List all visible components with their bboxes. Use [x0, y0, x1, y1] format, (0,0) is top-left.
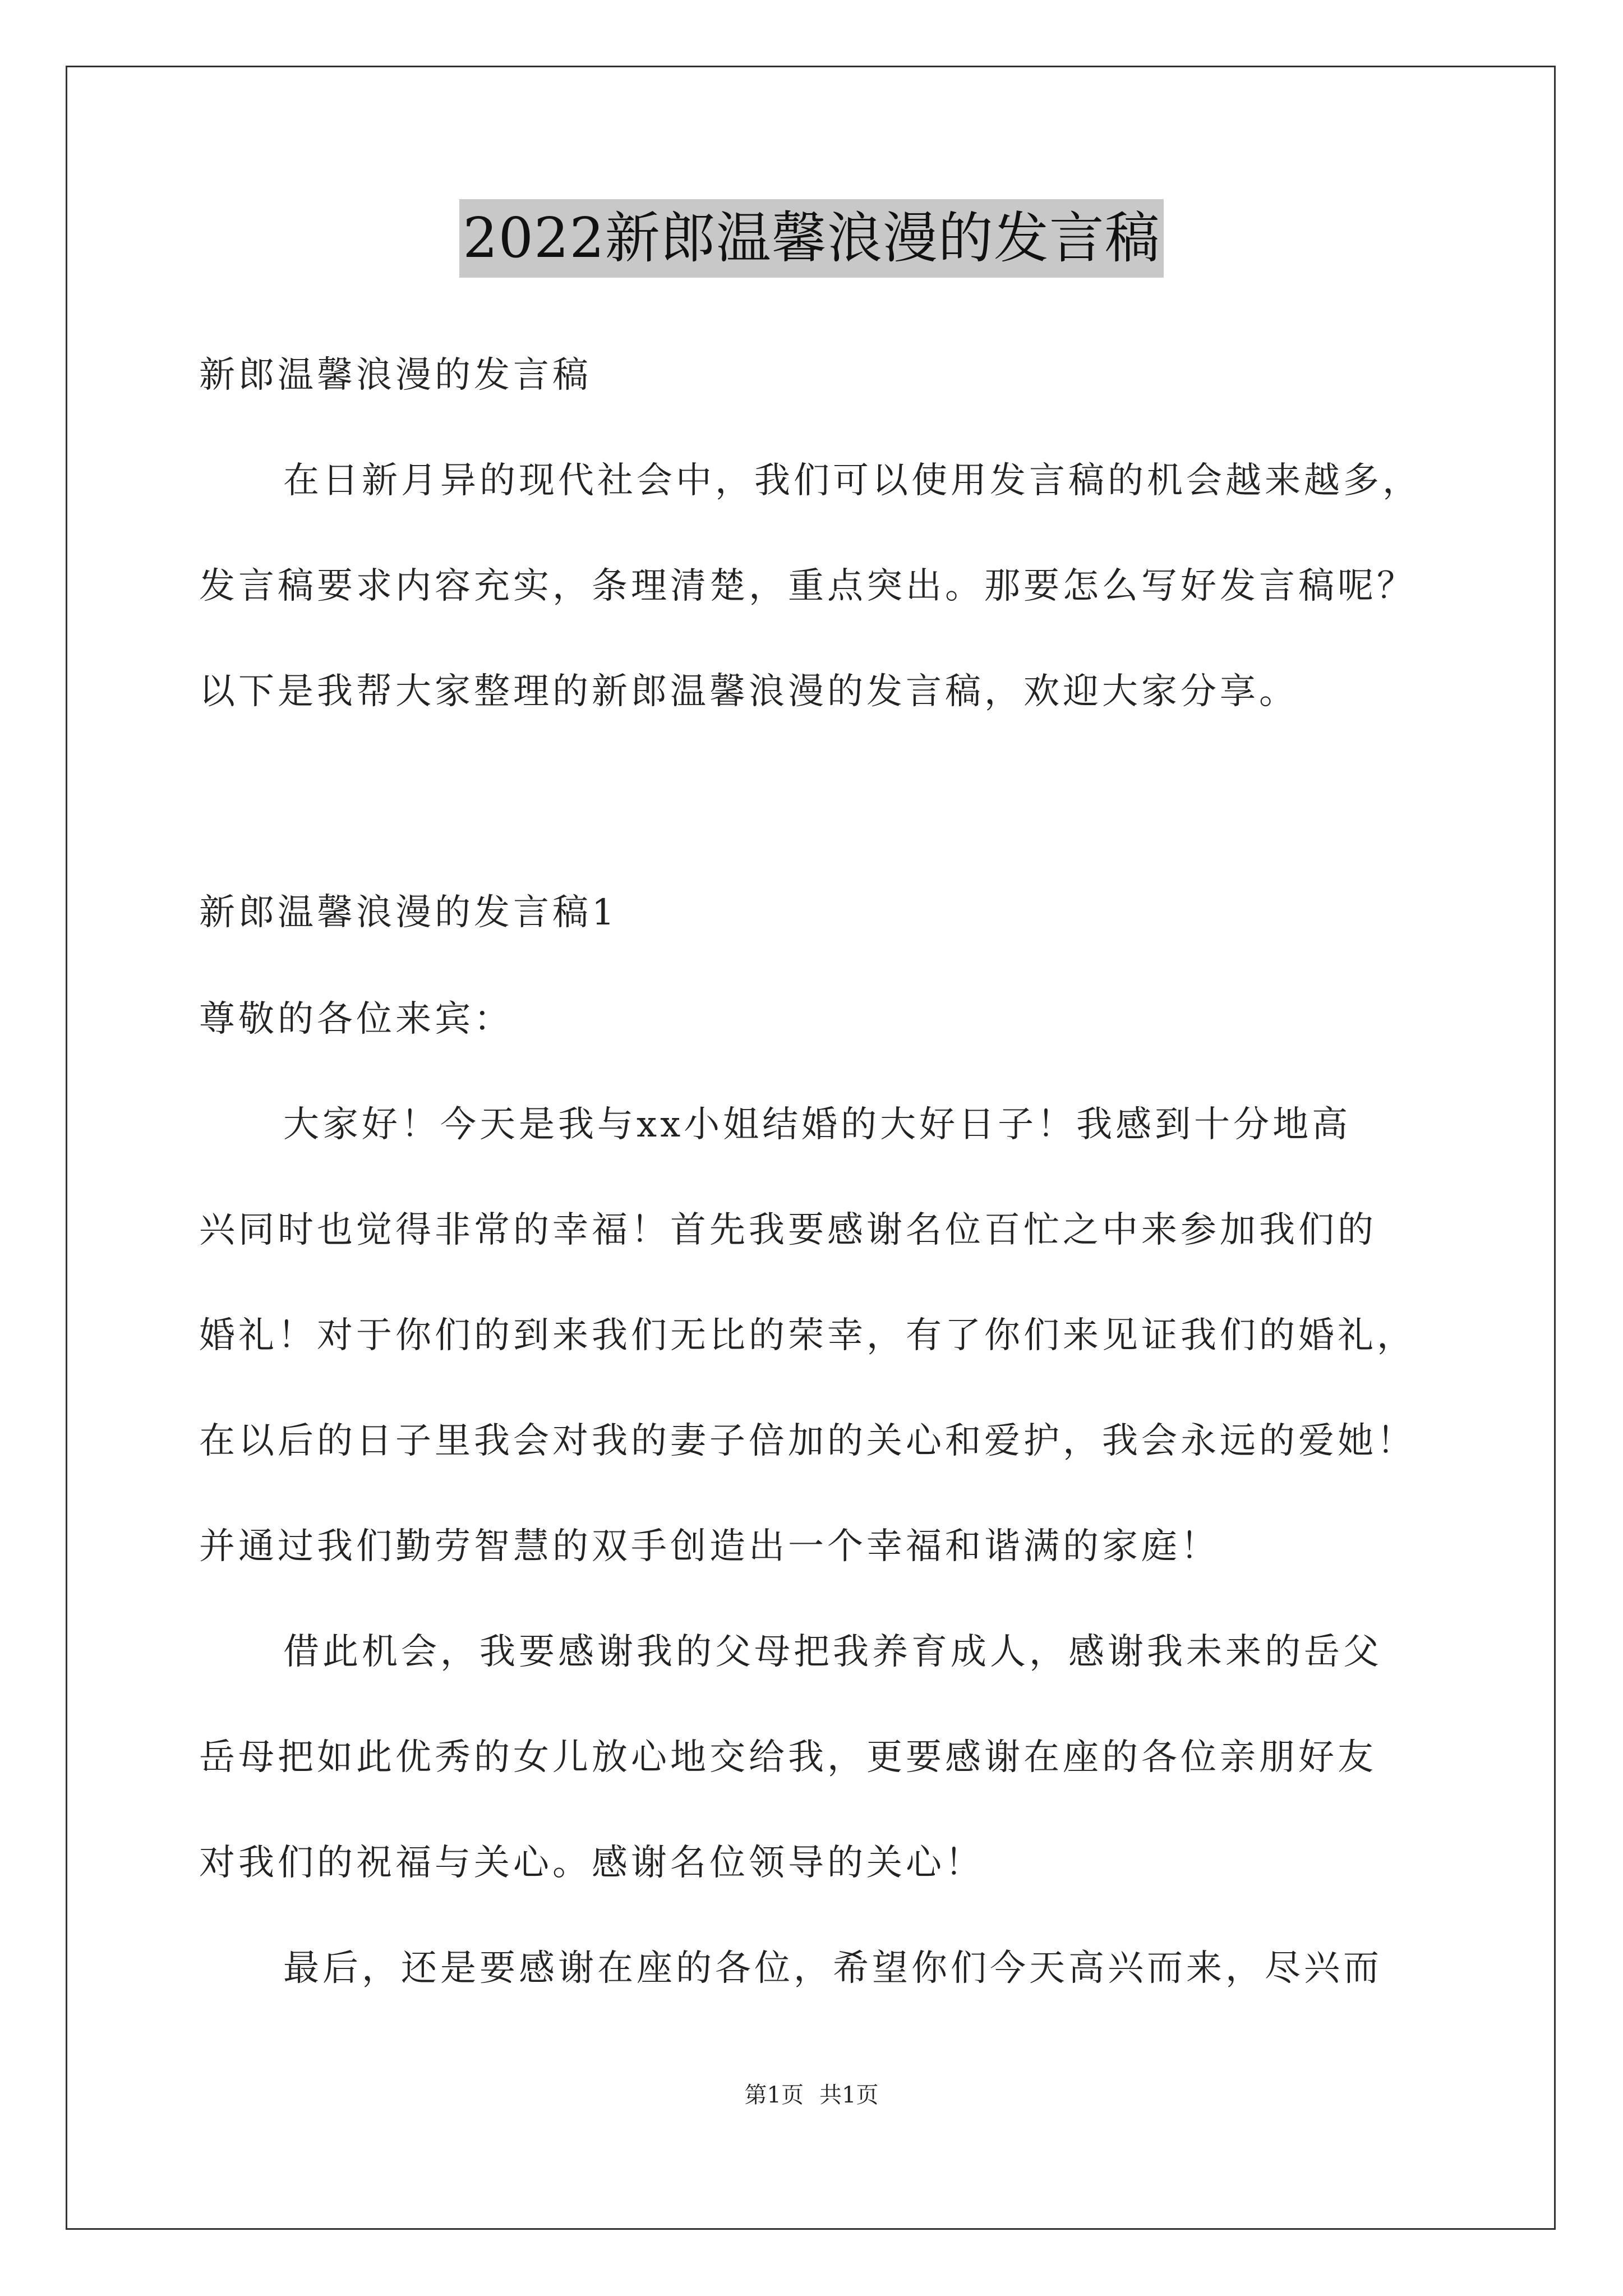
title-container: [0, 199, 1623, 278]
intro-line: 在日新月异的现代社会中，我们可以使用发言稿的机会越来越多，: [283, 460, 1422, 501]
paragraph-line: 兴同时也觉得非常的幸福！首先我要感谢名位百忙之中来参加我们的: [199, 1209, 1377, 1251]
intro-line: 发言稿要求内容充实，条理清楚，重点突出。那要怎么写好发言稿呢？: [199, 565, 1416, 607]
paragraph-line: 对我们的祝福与关心。感谢名位领导的关心！: [199, 1842, 984, 1884]
paragraph-line: 岳母把如此优秀的女儿放心地交给我，更要感谢在座的各位亲朋好友: [199, 1737, 1377, 1778]
paragraph-line: 借此机会，我要感谢我的父母把我养育成人，感谢我未来的岳父: [283, 1631, 1382, 1673]
paragraph-line: 最后，还是要感谢在座的各位，希望你们今天高兴而来，尽兴而: [283, 1948, 1382, 1989]
salutation: 尊敬的各位来宾：: [199, 999, 513, 1040]
page-footer: [0, 2078, 1623, 2112]
page-number-current: 第1页: [744, 2082, 804, 2108]
paragraph-line: 婚礼！对于你们的到来我们无比的荣幸，有了你们来见证我们的婚礼，: [199, 1315, 1416, 1356]
section-heading: 新郎温馨浪漫的发言稿1: [199, 892, 618, 933]
document-title: 2022新郎温馨浪漫的发言稿: [459, 199, 1163, 278]
paragraph-line: 大家好！今天是我与xx小姐结婚的大好日子！我感到十分地高: [283, 1104, 1352, 1145]
paragraph-line: 并通过我们勤劳智慧的双手创造出一个幸福和谐满的家庭！: [199, 1526, 1220, 1567]
document-subtitle: 新郎温馨浪漫的发言稿: [199, 355, 592, 396]
paragraph-line: 在以后的日子里我会对我的妻子倍加的关心和爱护，我会永远的爱她！: [199, 1420, 1416, 1462]
intro-line: 以下是我帮大家整理的新郎温馨浪漫的发言稿，欢迎大家分享。: [199, 671, 1298, 712]
page-number-total: 共1页: [819, 2082, 879, 2108]
